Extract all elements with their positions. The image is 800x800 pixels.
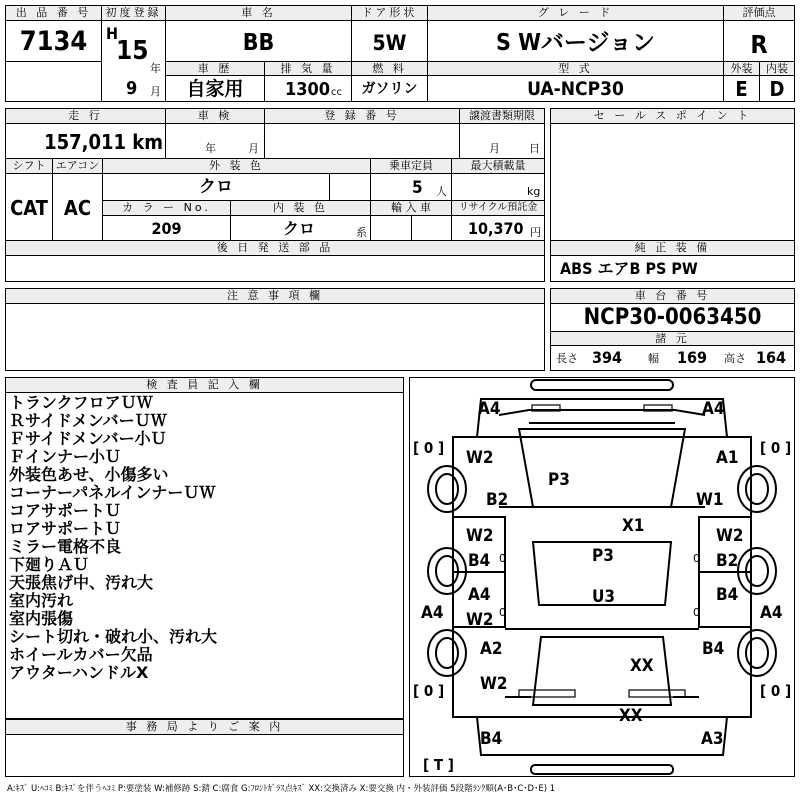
tire-front-left: [ 0 ] xyxy=(413,439,445,457)
score: R xyxy=(750,30,768,59)
capacity-unit: 人 xyxy=(436,185,447,198)
inspector-line: コアサポートＵ xyxy=(9,501,122,520)
damage-mark: B2 xyxy=(486,490,509,510)
first-reg-label: 初度登録 xyxy=(101,5,166,21)
damage-mark: B4 xyxy=(480,729,503,749)
ext-grade-label: 外装 xyxy=(723,61,760,76)
inspector-label: 検 査 員 記 入 欄 xyxy=(5,377,404,393)
length: 394 xyxy=(592,348,623,367)
capacity: 5 xyxy=(412,178,423,198)
era: H xyxy=(106,24,119,43)
inspector-line: ホイールカバー欠品 xyxy=(9,645,153,664)
later-parts-label: 後 日 発 送 部 品 xyxy=(5,240,545,256)
reg-month: 9 xyxy=(126,78,138,99)
damage-mark: B4 xyxy=(468,551,491,571)
length-label: 長さ xyxy=(556,352,578,365)
damage-mark: U3 xyxy=(592,587,616,607)
zero-mark: 0 xyxy=(693,552,700,565)
damage-mark: A2 xyxy=(480,639,503,659)
notes-label: 注 意 事 項 欄 xyxy=(5,288,545,304)
displacement: 1300 xyxy=(285,79,331,100)
lot-blank xyxy=(5,61,102,102)
damage-mark: A4 xyxy=(478,399,501,419)
plate-cell xyxy=(264,123,460,159)
max-load-unit: kg xyxy=(527,185,541,198)
mileage: 157,011 km xyxy=(44,130,163,154)
damage-mark: A3 xyxy=(701,729,724,749)
name-label: 車 名 xyxy=(165,5,352,21)
history: 自家用 xyxy=(186,78,244,100)
inspection-month: 月 xyxy=(248,142,259,155)
score-label: 評価点 xyxy=(723,5,795,21)
damage-mark: A4 xyxy=(760,603,783,623)
history-label: 車 歴 xyxy=(165,61,265,76)
tire-front-right: [ 0 ] xyxy=(760,439,792,457)
inspector-line: アウターハンドルX xyxy=(9,663,149,682)
office-cell xyxy=(5,734,404,777)
inspector-line: 下廻りＡＵ xyxy=(9,555,90,574)
ac: AC xyxy=(63,196,92,220)
ac-label: エアコン xyxy=(52,158,103,174)
legend: A:ｷｽﾞ U:ﾍｺﾐ B:ｷｽﾞを伴うﾍｺﾐ P:要塗装 W:補修跡 S:錆 C:腐食 G:ﾌﾛﾝﾄｶﾞﾗｽ点ｷｽﾞ XX:交換済み X:要交換 内・外装評価 5段階ﾗﾝｸ順(A･B･C･D･E) 1 xyxy=(7,784,556,794)
height-label: 高さ xyxy=(724,352,746,365)
fuel: ガソリン xyxy=(361,81,418,97)
damage-mark: A1 xyxy=(716,448,739,468)
inspector-line: 天張焦げ中、汚れ大 xyxy=(9,573,154,592)
int-color-unit: 系 xyxy=(356,226,367,239)
import-label: 輸 入 車 xyxy=(370,200,452,216)
inspection-label: 車 検 xyxy=(165,108,265,124)
inspector-line: コーナーパネルインナーＵＷ xyxy=(9,483,216,502)
ext-grade: E xyxy=(735,77,748,101)
fuel-label: 燃 料 xyxy=(351,61,428,76)
damage-mark: W2 xyxy=(466,448,494,468)
ext-color-sub xyxy=(329,173,371,201)
damage-mark: W1 xyxy=(696,490,724,510)
damage-mark: A4 xyxy=(421,603,444,623)
damage-mark: W2 xyxy=(466,610,494,630)
tire-rear-right: [ 0 ] xyxy=(760,682,792,700)
damage-mark: X1 xyxy=(622,516,645,536)
damage-mark: XX xyxy=(619,706,643,726)
shift: CAT xyxy=(10,196,48,220)
reg-year: 15 xyxy=(116,36,149,66)
office-label: 事 務 局 よ り ご 案 内 xyxy=(5,719,404,735)
door-label: ドア形状 xyxy=(351,5,428,21)
inspector-line: ミラー電格不良 xyxy=(9,537,122,556)
lot-label: 出 品 番 号 xyxy=(5,5,102,21)
damage-mark: W2 xyxy=(466,526,494,546)
import-divider xyxy=(411,215,412,241)
int-grade-label: 内装 xyxy=(759,61,795,76)
width-label: 幅 xyxy=(648,352,659,365)
color-no: 209 xyxy=(151,219,182,238)
width: 169 xyxy=(677,348,708,367)
inspection-year: 年 xyxy=(205,142,216,155)
damage-mark: P3 xyxy=(548,470,570,490)
transfer-month: 月 xyxy=(489,142,500,155)
sales-cell xyxy=(550,123,795,241)
recycle: 10,370 xyxy=(468,219,524,238)
int-color: クロ xyxy=(283,219,316,238)
damage-mark: P3 xyxy=(592,546,614,566)
damage-mark: XX xyxy=(630,656,654,676)
ext-color: クロ xyxy=(199,177,233,197)
shift-label: シフト xyxy=(5,158,53,174)
sales-label: セ ー ル ス ポ イ ン ト xyxy=(550,108,795,124)
inspector-line: 室内汚れ xyxy=(9,591,74,610)
later-parts-cell xyxy=(5,255,545,282)
tire-rear-left: [ 0 ] xyxy=(413,682,445,700)
capacity-label: 乗車定員 xyxy=(370,158,452,174)
plate-label: 登 録 番 号 xyxy=(264,108,460,124)
recycle-label: リサイクル預託金 xyxy=(451,200,545,216)
year-unit: 年 xyxy=(150,62,161,75)
damage-mark: W2 xyxy=(480,674,508,694)
damage-mark: W2 xyxy=(716,526,744,546)
grade-label: グ レ ー ド xyxy=(427,5,724,21)
chassis-label: 車 台 番 号 xyxy=(550,288,795,304)
inspector-line: シート切れ・破れ小、汚れ大 xyxy=(9,627,218,646)
displacement-unit: cc xyxy=(331,87,342,98)
max-load-label: 最大積載量 xyxy=(451,158,545,174)
tire-spare: [ T ] xyxy=(423,756,454,774)
inspector-line: ＲサイドメンバーＵＷ xyxy=(9,411,167,430)
inspector-line: Ｆサイドメンバー小Ｕ xyxy=(9,429,167,448)
equipment: ABS エアB PS PW xyxy=(560,259,698,278)
int-color-label: 内 装 色 xyxy=(230,200,371,216)
model: UA-NCP30 xyxy=(527,78,624,100)
transfer-label: 譲渡書類期限 xyxy=(459,108,545,124)
door-type: 5W xyxy=(372,31,407,55)
zero-mark: 0 xyxy=(499,606,506,619)
lot-number: 7134 xyxy=(19,26,88,57)
inspector-line: ロアサポートＵ xyxy=(9,519,122,538)
zero-mark: 0 xyxy=(693,606,700,619)
inspector-line: Ｆインナー小Ｕ xyxy=(9,447,122,466)
zero-mark: 0 xyxy=(499,552,506,565)
spec-label: 諸 元 xyxy=(550,331,795,346)
notes-cell xyxy=(5,303,545,371)
inspector-line: トランクフロアＵＷ xyxy=(9,393,153,412)
damage-mark: B4 xyxy=(716,585,739,605)
grade: S Wバージョン xyxy=(495,30,655,56)
mileage-label: 走 行 xyxy=(5,108,166,124)
inspector-line: 外装色あせ、小傷多い xyxy=(9,465,169,484)
int-grade: D xyxy=(769,77,785,101)
damage-mark: A4 xyxy=(702,399,725,419)
color-no-label: カ ラ ー No. xyxy=(102,200,231,216)
car-diagram xyxy=(409,377,795,777)
displacement-label: 排 気 量 xyxy=(264,61,352,76)
damage-mark: A4 xyxy=(468,585,491,605)
transfer-day: 日 xyxy=(529,142,540,155)
ext-color-label: 外 装 色 xyxy=(102,158,371,174)
damage-mark: B2 xyxy=(716,551,739,571)
month-unit: 月 xyxy=(150,85,161,98)
model-label: 型 式 xyxy=(427,61,724,76)
inspector-line: 室内張傷 xyxy=(9,609,74,628)
car-name: BB xyxy=(242,30,275,56)
equipment-label: 純 正 装 備 xyxy=(550,240,795,256)
chassis-number: NCP30-0063450 xyxy=(583,305,762,330)
height: 164 xyxy=(756,348,787,367)
damage-mark: B4 xyxy=(702,639,725,659)
recycle-unit: 円 xyxy=(530,226,541,239)
